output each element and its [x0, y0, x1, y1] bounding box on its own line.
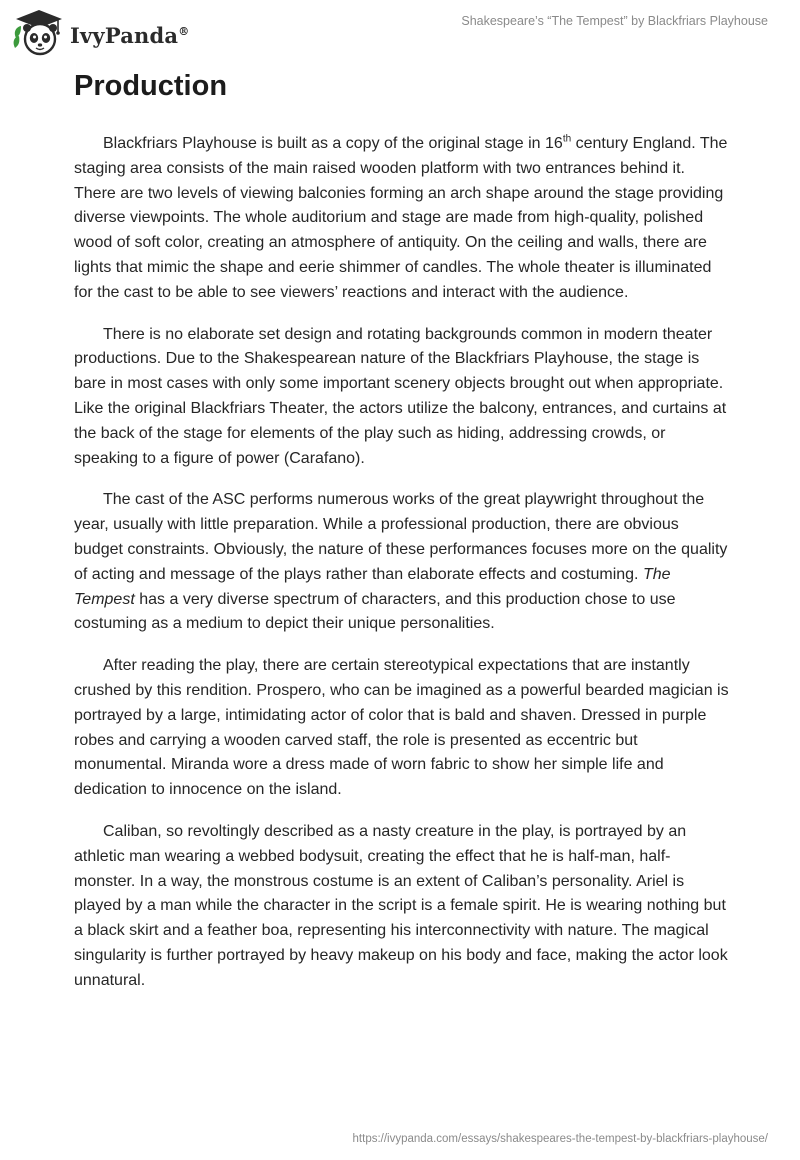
panda-graduate-icon [12, 8, 66, 58]
essay-body [74, 132, 730, 1011]
paragraph-2: There is no elaborate set design and rotating backgrounds common in modern theater productions. Due to the Shakespearean nature of the Blackfriars Playhouse, the stage is bare in most cases with only some important scenery objects brought out when appropriate. Like the original Blackfriars Theater, the actors utilize the balcony, entrances, and curtains at the back of the stage for elements of the play such as hiding, addressing crowds, or speaking to a figure of power (Carafano). [74, 325, 727, 467]
running-title: Shakespeare’s “The Tempest” by Blackfriars Playhouse [461, 14, 768, 28]
source-url-link[interactable]: https://ivypanda.com/essays/shakespeares-the-tempest-by-blackfriars-playhouse/ [352, 1133, 768, 1145]
play-title-italic: The Tempest [74, 565, 671, 608]
ivypanda-logo[interactable] [12, 8, 189, 58]
page-header [0, 0, 800, 60]
paragraph-3: The cast of the ASC performs numerous works of the great playwright throughout the year, usually with little preparation. While a professional production, there are obvious budget constraints. Obviously, the nature of these performances focuses more on the quality of acting and message of the plays rather than elaborate effects and costuming. The Tempest has a very diverse spectrum of characters, and this production chose to use costuming as a medium to depict their unique personalities. [74, 491, 728, 633]
logo-wordmark: IvyPanda® [70, 22, 190, 48]
page-title: Production [74, 70, 228, 102]
ordinal-suffix: th [562, 133, 572, 145]
paragraph-4: After reading the play, there are certain stereotypical expectations that are instantly crushed by this rendition. Prospero, who can be imagined as a powerful bearded magician is portrayed by a large, intimidating actor of color that is bald and shaven. Dressed in purple robes and carrying a wooden carved staff, the role is presented as eccentric but monumental. Miranda wore a dress made of worn fabric to show her simple life and dedication to innocence on the island. [74, 657, 729, 799]
paragraph-5: Caliban, so revoltingly described as a nasty creature in the play, is portrayed by an athletic man wearing a webbed bodysuit, creating the effect that he is half-man, half-monster. In a way, the monstrous costume is an extent of Caliban’s personality. Ariel is played by a man while the character in the script is a female spirit. He is wearing nothing but a black skirt and a feather boa, representing his interconnectivity with nature. The magical singularity is further portrayed by heavy makeup on his body and face, making the actor look unnatural. [74, 822, 728, 989]
paragraph-1: Blackfriars Playhouse is built as a copy of the original stage in 16th century England. The staging area consists of the main raised wooden platform with two entrances behind it. There are two levels of viewing balconies forming an arch shape around the stage providing diverse viewpoints. The whole auditorium and stage are made from high-quality, polished wood of soft color, creating an atmosphere of antiquity. On the ceiling and walls, there are lights that mimic the shape and eerie shimmer of candles. The whole theater is illuminated for the cast to be able to see viewers’ reactions and interact with the audience. [74, 133, 728, 301]
